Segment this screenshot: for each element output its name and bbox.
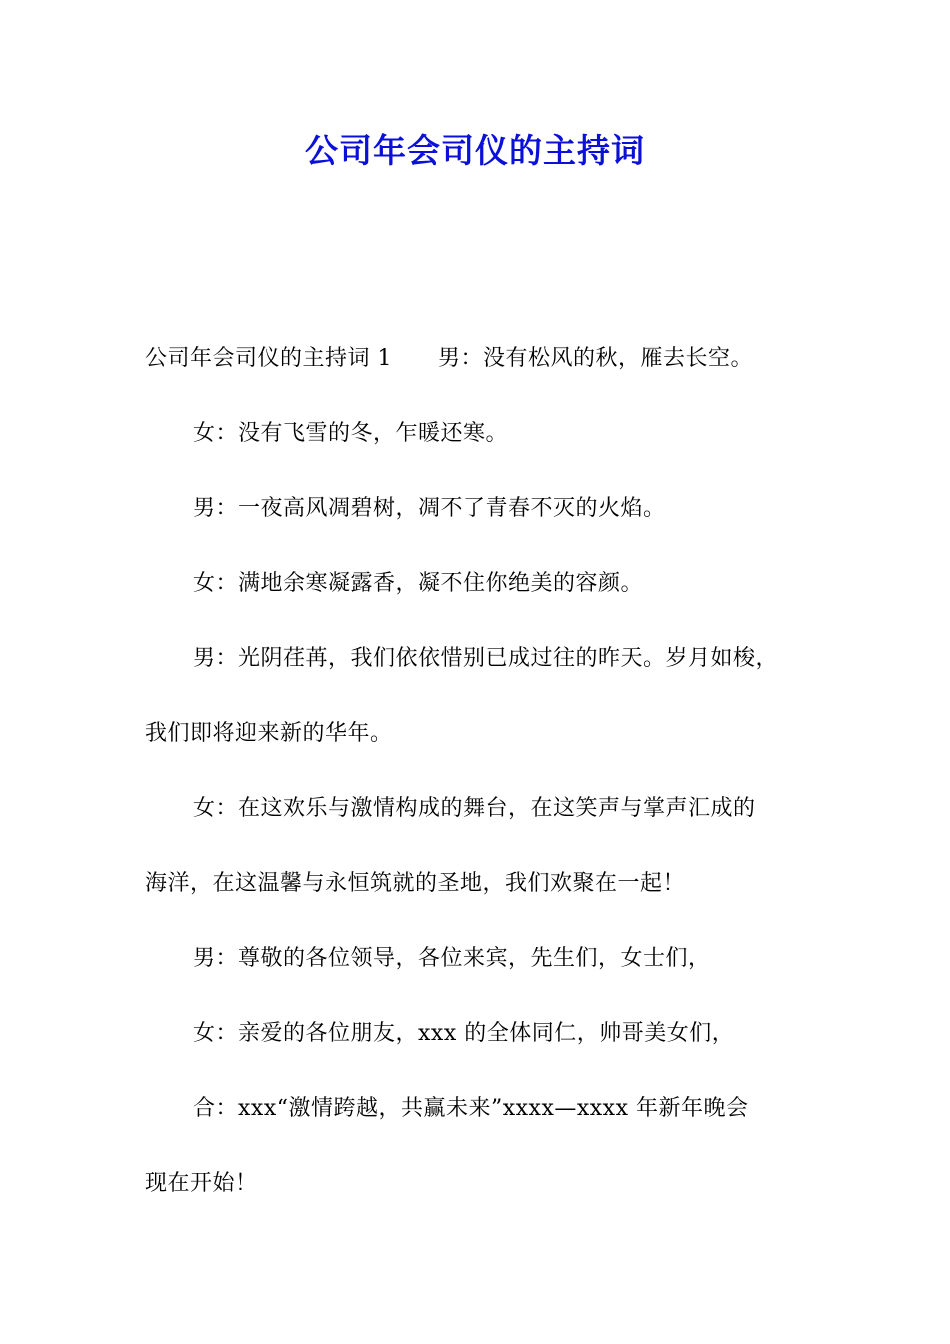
section-heading: 公司年会司仪的主持词 1 (145, 346, 392, 371)
paragraph-line-11: 合：xxx“激情跨越，共赢未来”xxxx—xxxx 年新年晚会 (193, 1096, 749, 1121)
paragraph-line-5: 男：光阴荏苒，我们依依惜别已成过往的昨天。岁月如梭， (193, 646, 779, 671)
paragraph-line-10: 女：亲爱的各位朋友，xxx 的全体同仁，帅哥美女们， (193, 1021, 735, 1046)
dialogue-text: 男：没有松风的秋，雁去长空。 (438, 346, 754, 371)
paragraph-line-7: 女：在这欢乐与激情构成的舞台，在这笑声与掌声汇成的 (193, 796, 756, 821)
document-title: 公司年会司仪的主持词 (305, 131, 645, 170)
paragraph-line-1 (145, 344, 825, 374)
paragraph-line-6: 我们即将迎来新的华年。 (145, 721, 393, 746)
paragraph-line-2: 女：没有飞雪的冬，乍暖还寒。 (193, 421, 509, 446)
paragraph-line-3: 男：一夜高风凋碧树，凋不了青春不灭的火焰。 (193, 496, 666, 521)
paragraph-line-8: 海洋，在这温馨与永恒筑就的圣地，我们欢聚在一起！ (145, 871, 686, 896)
paragraph-line-9: 男：尊敬的各位领导，各位来宾，先生们，女士们， (193, 946, 711, 971)
paragraph-line-12: 现在开始！ (145, 1171, 258, 1196)
paragraph-line-4: 女：满地余寒凝露香，凝不住你绝美的容颜。 (193, 571, 644, 596)
